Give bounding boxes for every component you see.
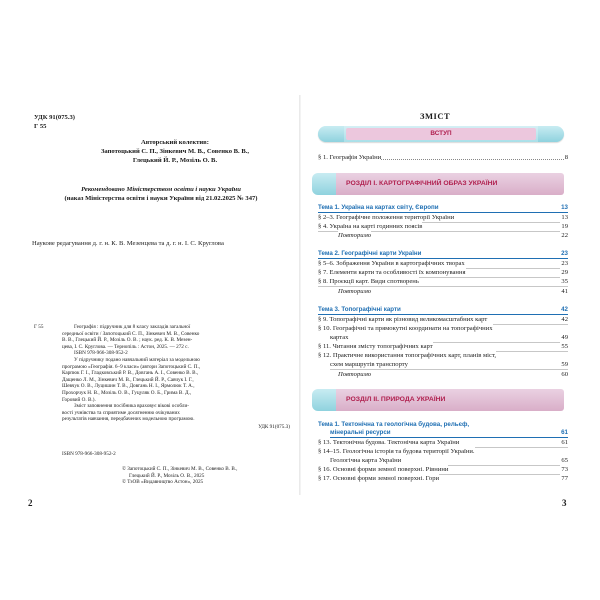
section-1-title: РОЗДІЛ І. КАРТОГРАФІЧНИЙ ОБРАЗ УКРАЇНИ — [346, 180, 498, 187]
toc-row[interactable] — [318, 474, 568, 483]
topic-3-heading[interactable] — [318, 306, 568, 315]
annotation-line: Дащенко Л. М., Зінкевич М. В., Глецький Й. Р., Савчук І. Г., — [62, 376, 194, 383]
toc-row-text: Повторимо — [338, 288, 372, 295]
annotation-line: Зміст заповнення посібника враховує вікові особли- — [74, 403, 189, 410]
toc-row-page: 55 — [561, 343, 568, 350]
toc-row-text: схем маршрутів транспорту — [330, 361, 408, 368]
toc-row-text: картах — [330, 334, 349, 341]
toc-row-page: 49 — [561, 334, 568, 341]
toc-row-text: § 2–3. Географічне положення території України — [318, 214, 455, 221]
bib-line: В. В., Глецький Й. Р., Мозіль О. В. ; наук. ред. К. В. Мезен- — [62, 337, 193, 344]
annotation-line: Горовий О. В.). — [62, 396, 96, 403]
topic-4-heading-line-1[interactable] — [318, 421, 568, 429]
toc-row-page: 23 — [561, 260, 568, 267]
toc-row-page: 13 — [561, 214, 568, 221]
udk-bottom: УДК 91(075.3) — [258, 424, 290, 430]
topic-page: 61 — [561, 429, 568, 436]
section-2-title: РОЗДІЛ ІІ. ПРИРОДА УКРАЇНИ — [346, 396, 446, 403]
toc-row-page: 19 — [561, 223, 568, 230]
toc-row-review[interactable] — [318, 287, 568, 296]
toc-row-review[interactable] — [318, 370, 568, 379]
toc-row-text: § 13. Тектонічна будова. Тектонічна карта України — [318, 439, 460, 446]
toc-row-page: 77 — [561, 475, 568, 482]
toc-row-review[interactable] — [318, 231, 568, 240]
bib-line: середньої освіти / Запотоцький С. П., Зінкевич М. В., Совенко — [62, 330, 200, 337]
topic-2-heading[interactable] — [318, 250, 568, 259]
annotation-line: Карпюк Г. І., Гладковський Р. В., Довгань А. І., Совенко В. В., — [62, 370, 199, 377]
toc-row-page: 41 — [561, 288, 568, 295]
section-tab — [312, 173, 336, 195]
toc-row-text: § 14–15. Геологічна історія та будова території України. — [318, 448, 475, 455]
authors-heading: Авторський колектив: — [141, 139, 209, 146]
authors-line-1: Запотоцький С. П., Зінкевич М. В., Совенко В. В., — [100, 148, 250, 155]
topic-title: Тема 1. Тектонічна та геологічна будова, рельєф, — [318, 421, 470, 428]
copyright-line: © Запотоцький С. П., Зінкевич М. В., Совенко В. В., — [122, 466, 238, 472]
toc-row-text: § 10. Географічні та прямокутні координати на топографічних — [318, 325, 493, 332]
topic-1-heading[interactable] — [318, 204, 568, 213]
topic-title: Тема 3. Топографічні карти — [318, 306, 401, 313]
toc-row-text: § 11. Читання змісту топографічних карт — [318, 343, 433, 350]
annotation-line: Прохорчук Н. В., Мозіль О. В., Гуцуляк О. Б., Грима В. Д., — [62, 389, 192, 396]
toc-row[interactable] — [318, 447, 568, 456]
annotation-line: результатів навчання, передбачених модельною програмою. — [62, 416, 195, 423]
toc-row-text: § 17. Основні форми земної поверхні. Гори — [318, 475, 440, 482]
toc-row-text: Повторимо — [338, 232, 372, 239]
section-tab — [312, 389, 336, 411]
annotation-line: У підручнику подано навчальний матеріал за модельною — [74, 356, 200, 363]
bib-code: Г 55 — [34, 324, 44, 330]
copyright-line: © ТзОВ «Видавництво Астон», 2025 — [122, 479, 204, 486]
toc-row-page: 29 — [561, 269, 568, 276]
topic-4-heading-line-2[interactable] — [330, 429, 568, 438]
annotation-line: вості учнівства та сприятиме досягненню очікуваних — [62, 409, 180, 416]
toc-row-page: 73 — [561, 466, 568, 473]
toc-row-text: § 5–6. Зображення України в картографічних творах — [318, 260, 465, 267]
topic-page: 13 — [561, 204, 568, 211]
toc-row-page: 22 — [561, 232, 568, 239]
toc-row-text: Повторимо — [338, 371, 372, 378]
recommended-line-1: Рекомендовано Міністерством освіти і науки України — [81, 186, 241, 193]
toc-row-continued[interactable] — [330, 360, 568, 370]
toc-row-text: § 16. Основні форми земної поверхні. Рівнини — [318, 466, 449, 473]
section-1-header — [318, 173, 564, 195]
page-number-left: 2 — [28, 498, 33, 508]
topic-title: Тема 1. Україна на картах світу, Європи — [318, 204, 439, 211]
toc-row-text: § 1. Географія України — [318, 154, 382, 161]
intro-banner-label: ВСТУП — [346, 128, 536, 140]
toc-title: ЗМІСТ — [420, 111, 451, 121]
isbn-small: ISBN 978-966-308-952-2 — [62, 451, 116, 457]
authors-line-2: Глецький Й. Р., Мозіль О. В. — [132, 157, 218, 164]
toc-row-page: 42 — [561, 316, 568, 323]
page-number-right: 3 — [562, 498, 567, 508]
intro-banner — [318, 126, 564, 142]
toc-row-text: § 12. Практичне використання топографічних карт, планів міст, — [318, 352, 496, 359]
toc-row-page: 65 — [561, 457, 568, 464]
toc-row-page: 59 — [561, 361, 568, 368]
toc-row[interactable] — [318, 351, 568, 360]
bib-line: Географія : підручник для 8 класу закладів загальної — [74, 324, 191, 330]
section-2-header — [318, 389, 564, 411]
toc-row-text: § 9. Топографічні карти як різновид великомасштабних карт — [318, 316, 488, 323]
recommended-line-2: (наказ Міністерства освіти і науки України від 21.02.2025 № 347) — [64, 195, 258, 202]
toc-row[interactable] — [318, 277, 568, 287]
toc-row-page: 35 — [561, 278, 568, 285]
topic-title: Тема 2. Географічні карти України — [318, 250, 422, 257]
copyright-line: Глецький Й. Р., Мозіль О. В., 2025 — [129, 472, 205, 479]
toc-row[interactable] — [318, 153, 568, 162]
toc-row-text: § 7. Елементи карти та особливості їх компонування — [318, 269, 466, 276]
toc-row[interactable] — [318, 324, 568, 333]
topic-title: мінеральні ресурси — [330, 429, 391, 436]
copyright-block — [122, 466, 292, 486]
toc-row-page: 61 — [561, 439, 568, 446]
banner-cap-left — [318, 126, 344, 142]
scientific-editing: Наукове редагування д. г. н. К. В. Мезенцева та д. г. н. І. С. Круглова — [32, 240, 224, 247]
annotation-line: програмою «Географія. 6–9 класи» (автори Запотоцький С. П., — [62, 363, 201, 370]
bbk-code: Г 55 — [34, 123, 47, 130]
udk-code: УДК 91(075.3) — [34, 114, 75, 121]
bibliography-block — [62, 324, 292, 423]
right-page — [300, 0, 600, 600]
annotation-line: Шевчук О. В., Луцишин Т. В., Довгань Н. І., Ярмолюк Т. А., — [62, 383, 195, 390]
toc-row-text: § 8. Проєкції карт. Види спотворень — [318, 278, 419, 285]
toc-row-page: 60 — [561, 371, 568, 378]
banner-cap-right — [538, 126, 564, 142]
toc-row-page: 8 — [564, 154, 568, 161]
page-fold — [299, 95, 301, 495]
topic-page: 23 — [561, 250, 568, 257]
topic-page: 42 — [561, 306, 568, 313]
toc-row-text: § 4. Україна на карті годинних поясів — [318, 223, 423, 230]
bib-line: цева, І. С. Круглова. — Тернопіль : Астон, 2025. — 272 с. — [62, 343, 189, 350]
toc-row-text: Геологічна карта України — [330, 457, 402, 464]
bib-line: ISBN 978-966-308-952-2 — [74, 350, 128, 357]
